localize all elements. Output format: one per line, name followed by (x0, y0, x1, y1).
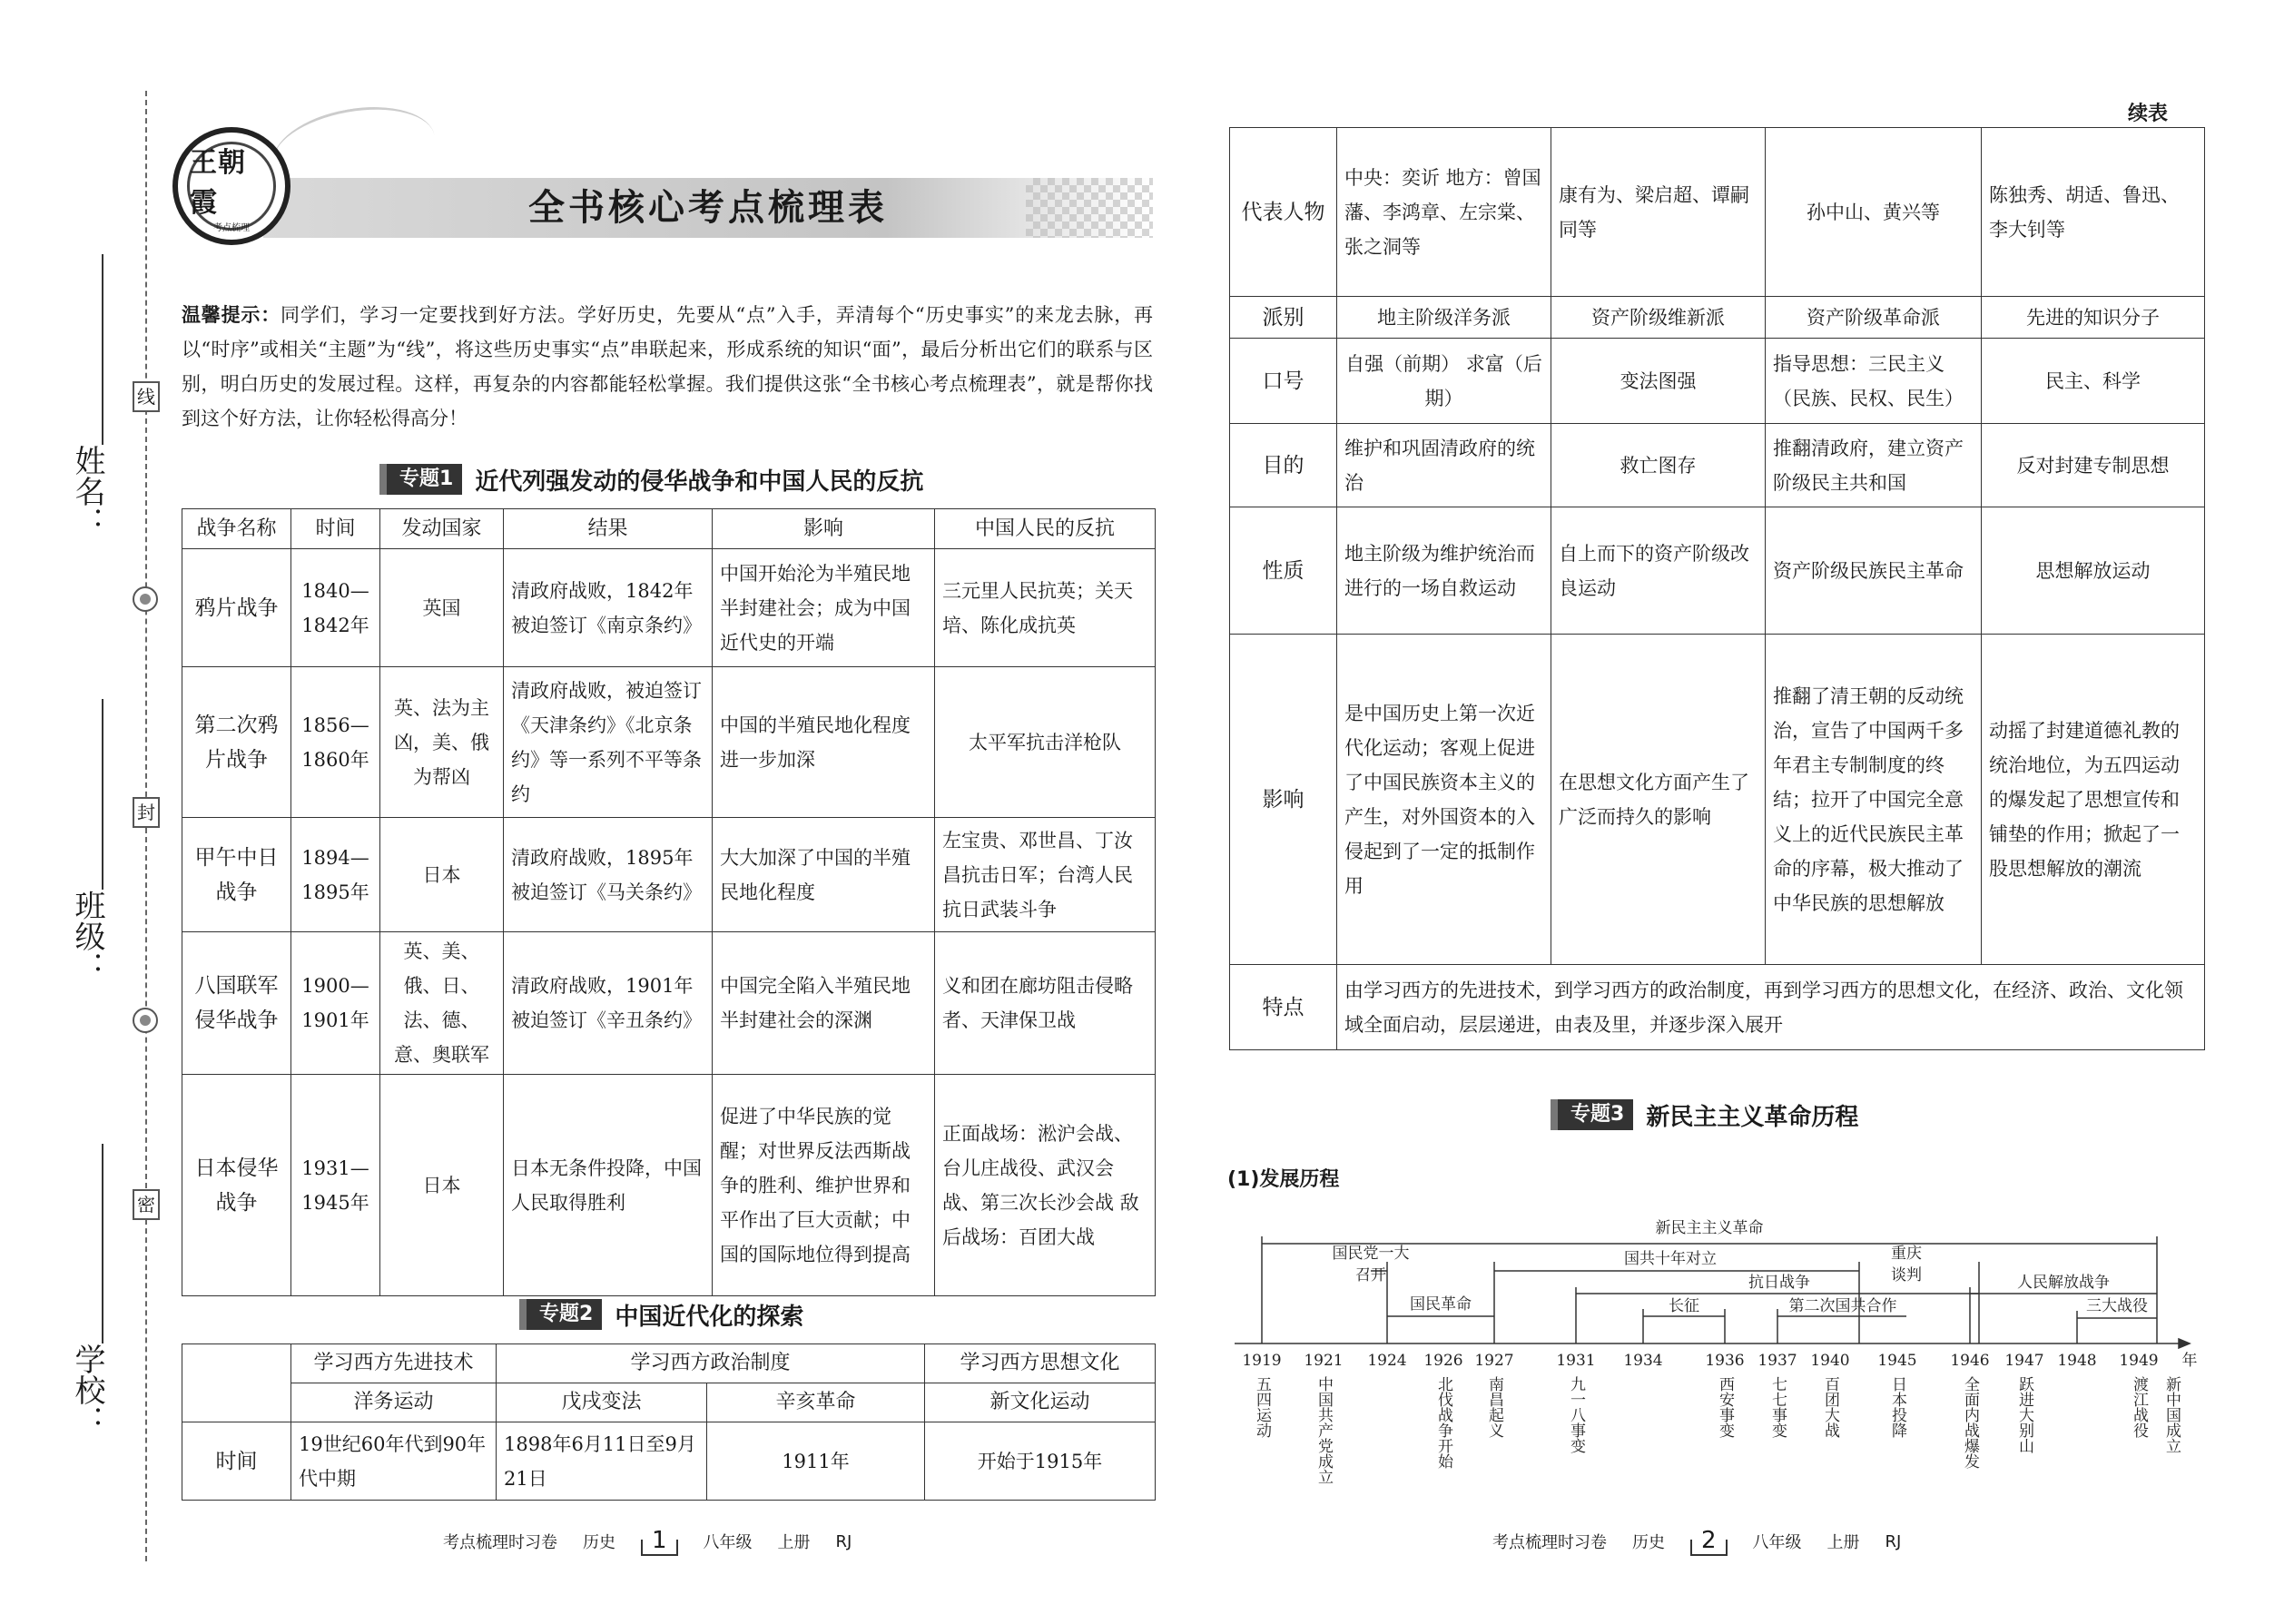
row-label: 影响 (1230, 635, 1337, 965)
cell-yangwu: 中央：奕䜣 地方：曾国藩、李鸿章、左宗棠、张之洞等 (1337, 128, 1551, 297)
footer-term: 上册 (777, 1533, 811, 1552)
war-time: 1900—1901年 (291, 932, 380, 1075)
logo-text: 王朝霞 (190, 146, 246, 219)
logo-subtext: 考点梳理 (213, 222, 250, 233)
table-row (182, 1422, 1156, 1501)
war-impact: 中国完全陷入半殖民地半封建社会的深渊 (713, 932, 935, 1075)
war-result: 清政府战败，1901年被迫签订《辛丑条约》 (504, 932, 713, 1075)
war-result: 日本无条件投降，中国人民取得胜利 (504, 1075, 713, 1296)
section-subheading: (1)发展历程 (1227, 1168, 1340, 1191)
cell-xinwenhua: 开始于1915年 (925, 1422, 1156, 1501)
table-row (1230, 507, 2205, 635)
cell-yangwu: 是中国历史上第一次近代化运动；客观上促进了中国民族资本主义的产生，对外国资本的入侵起到了一定的抵制作用 (1337, 635, 1551, 965)
war-name: 第二次鸦片战争 (182, 667, 291, 818)
footer-title: 考点梳理时习卷 (443, 1533, 557, 1552)
war-country: 英、法为主凶，美、俄为帮凶 (380, 667, 504, 818)
war-result: 清政府战败，1895年被迫签订《马关条约》 (504, 818, 713, 932)
page-number: 1 (641, 1527, 678, 1556)
tip-label: 温馨提示： (182, 304, 281, 326)
war-impact: 大大加深了中国的半殖民地化程度 (713, 818, 935, 932)
table-row (1230, 297, 2205, 339)
event-label: 新中国成立 (2162, 1376, 2181, 1453)
war-resistance: 左宝贵、邓世昌、丁汝昌抗击日军；台湾人民抗日武装斗争 (935, 818, 1156, 932)
year-label: 1931 (1556, 1352, 1596, 1370)
table-row (1230, 339, 2205, 424)
tip-text: 同学们，学习一定要找到好方法。学好历史，先要从“点”入手，弄清每个“历史事实”的来龙去脉，再以“时序”或相关“主题”为“线”，将这些历史事实“点”串联起来，形成系统的知识“面”，最后分析出它们的联系与区别，明白历史的发展过程。这样，再复杂的内容都能轻松掌握。我们提供这张“全书核心考点梳理表”，就是帮你找到这个好方法，让你轻松得高分！ (182, 304, 1153, 429)
cell-xinwenhua: 动摇了封建道德礼教的统治地位，为五四运动的爆发起了思想宣传和铺垫的作用；掀起了一股思想解放的潮流 (1982, 635, 2205, 965)
year-label: 1919 (1242, 1352, 1282, 1370)
war-time: 1840—1842年 (291, 549, 380, 667)
year-label: 1947 (2004, 1352, 2044, 1370)
year-label: 1949 (2119, 1352, 2159, 1370)
war-name: 八国联军侵华战争 (182, 932, 291, 1075)
war-resistance: 正面战场：淞沪会战、台儿庄战役、武汉会战、第三次长沙会战 敌后战场：百团大战 (935, 1075, 1156, 1296)
cell-xinwenhua: 民主、科学 (1982, 339, 2205, 424)
timeline-diagram (1235, 1207, 2215, 1507)
span-label-long-march: 长征 (1669, 1297, 1699, 1315)
topic2-table-part1 (182, 1343, 1156, 1501)
footer-subject: 历史 (583, 1533, 615, 1552)
year-label: 1936 (1705, 1352, 1745, 1370)
war-country: 日本 (380, 818, 504, 932)
seal-char-dense: 密 (133, 1189, 160, 1220)
event-label: 西安事变 (1716, 1376, 1734, 1438)
event-label: 七七事变 (1768, 1376, 1787, 1438)
col-header: 发动国家 (380, 509, 504, 549)
school-label: 学校： (69, 1343, 105, 1436)
cell-xinhai: 推翻了清王朝的反动统治，宣告了中国两千多年君主专制制度的终结；拉开了中国完全意义上的近代民族民主革命的序幕，极大推动了中华民族的思想解放 (1766, 635, 1982, 965)
year-label: 1934 (1623, 1352, 1663, 1370)
seal-char-line: 线 (133, 381, 160, 412)
year-unit: 年 (2181, 1352, 2198, 1370)
year-label: 1921 (1304, 1352, 1344, 1370)
table-row (182, 549, 1156, 667)
footer-edition: RJ (1885, 1531, 1902, 1551)
cell-yangwu: 维护和巩固清政府的统治 (1337, 424, 1551, 507)
row-label: 口号 (1230, 339, 1337, 424)
footer-term: 上册 (1826, 1533, 1860, 1552)
cell-xinhai: 孙中山、黄兴等 (1766, 128, 1982, 297)
topic2-table-part2 (1229, 127, 2205, 1050)
year-label: 1937 (1757, 1352, 1797, 1370)
war-result: 清政府战败，被迫签订《天津条约》《北京条约》等一系列不平等条约 (504, 667, 713, 818)
seal-char-seal: 封 (133, 797, 160, 828)
year-label: 1924 (1367, 1352, 1407, 1370)
group-header: 学习西方先进技术 (291, 1344, 497, 1383)
cell-yangwu: 地主阶级洋务派 (1337, 297, 1551, 339)
cell-xinwenhua: 陈独秀、胡适、鲁迅、李大钊等 (1982, 128, 2205, 297)
movement-header: 辛亥革命 (707, 1383, 925, 1422)
war-resistance: 三元里人民抗英；关天培、陈化成抗英 (935, 549, 1156, 667)
cell-yangwu: 19世纪60年代到90年代中期 (291, 1422, 497, 1501)
row-label: 时间 (182, 1422, 291, 1501)
movement-header: 新文化运动 (925, 1383, 1156, 1422)
class-label: 班级： (69, 890, 105, 982)
cell-yangwu: 自强（前期） 求富（后期） (1337, 339, 1551, 424)
cell-xinhai: 资产阶级民族民主革命 (1766, 507, 1982, 635)
page-number: 2 (1690, 1527, 1728, 1556)
col-header: 时间 (291, 509, 380, 549)
war-time: 1856—1860年 (291, 667, 380, 818)
footer-left (443, 1527, 852, 1556)
year-label: 1945 (1877, 1352, 1917, 1370)
year-label: 1927 (1474, 1352, 1514, 1370)
event-label: 全面内战爆发 (1961, 1376, 1979, 1469)
event-label: 日本投降 (1888, 1376, 1906, 1438)
span-label-kmt-congress: 国民党一大 (1332, 1245, 1410, 1263)
name-field[interactable] (102, 254, 103, 445)
event-label: 南昌起义 (1485, 1376, 1503, 1438)
cell-xinwenhua: 思想解放运动 (1982, 507, 2205, 635)
cell-wuxu: 救亡图存 (1551, 424, 1766, 507)
cell-xinhai: 1911年 (707, 1422, 925, 1501)
row-label: 目的 (1230, 424, 1337, 507)
war-resistance: 义和团在廊坊阻击侵略者、天津保卫战 (935, 932, 1156, 1075)
table-row (1230, 965, 2205, 1050)
war-time: 1894—1895年 (291, 818, 380, 932)
table-row (1230, 635, 2205, 965)
brand-logo (172, 127, 290, 245)
table-row (182, 818, 1156, 932)
cell-yangwu: 地主阶级为维护统治而进行的一场自救运动 (1337, 507, 1551, 635)
war-impact: 中国开始沦为半殖民地半封建社会；成为中国近代史的开端 (713, 549, 935, 667)
cell-wuxu: 康有为、梁启超、谭嗣同等 (1551, 128, 1766, 297)
col-header: 中国人民的反抗 (935, 509, 1156, 549)
span-label-national-revolution: 国民革命 (1410, 1295, 1472, 1314)
cell-xinhai: 指导思想：三民主义（民族、民权、民生） (1766, 339, 1982, 424)
page-title: 全书核心考点梳理表 (528, 187, 888, 229)
movement-header: 洋务运动 (291, 1383, 497, 1422)
topic3-title: 新民主主义革命历程 (1646, 1103, 1859, 1131)
span-label-kmt-congress-2: 召开 (1355, 1266, 1386, 1284)
row-label: 性质 (1230, 507, 1337, 635)
binding-hole (133, 586, 158, 612)
topic2-tag: 专题2 (527, 1299, 602, 1330)
topic3-tag: 专题3 (1558, 1099, 1633, 1130)
cell-xinhai: 资产阶级革命派 (1766, 297, 1982, 339)
footer-grade: 八年级 (1752, 1533, 1802, 1552)
span-label-ten-years: 国共十年对立 (1624, 1250, 1717, 1268)
cell-wuxu: 在思想文化方面产生了广泛而持久的影响 (1551, 635, 1766, 965)
cell-xinwenhua: 先进的知识分子 (1982, 297, 2205, 339)
row-label: 派别 (1230, 297, 1337, 339)
tip-paragraph (182, 298, 1153, 436)
table-row (182, 932, 1156, 1075)
topic1-tag: 专题1 (387, 464, 462, 495)
span-label-chongqing: 重庆 (1891, 1245, 1922, 1263)
class-field[interactable] (102, 699, 103, 890)
war-name: 甲午中日战争 (182, 818, 291, 932)
name-label: 姓名： (69, 445, 105, 537)
footer-subject: 历史 (1632, 1533, 1665, 1552)
war-resistance: 太平军抗击洋枪队 (935, 667, 1156, 818)
year-label: 1926 (1423, 1352, 1463, 1370)
span-label-second-cooperation: 第二次国共合作 (1788, 1297, 1897, 1315)
war-country: 英、美、俄、日、法、德、意、奥联军 (380, 932, 504, 1075)
group-header: 学习西方思想文化 (925, 1344, 1156, 1383)
year-label: 1940 (1810, 1352, 1850, 1370)
cell-xinhai: 推翻清政府，建立资产阶级民主共和国 (1766, 424, 1982, 507)
movement-header: 戊戌变法 (497, 1383, 707, 1422)
war-country: 日本 (380, 1075, 504, 1296)
col-header: 影响 (713, 509, 935, 549)
war-result: 清政府战败，1842年被迫签订《南京条约》 (504, 549, 713, 667)
topic2-title: 中国近代化的探索 (615, 1303, 804, 1331)
footer-right (1492, 1527, 1901, 1556)
span-label-three-campaigns: 三大战役 (2086, 1297, 2148, 1315)
cell-wuxu: 自上而下的资产阶级改良运动 (1551, 507, 1766, 635)
event-label: 北伐战争开始 (1434, 1376, 1452, 1469)
row-label: 特点 (1230, 965, 1337, 1050)
topic2-heading (527, 1296, 803, 1333)
span-label-new-democratic: 新民主主义革命 (1655, 1219, 1764, 1237)
topic1-title: 近代列强发动的侵华战争和中国人民的反抗 (475, 468, 924, 496)
cell-wuxu: 资产阶级维新派 (1551, 297, 1766, 339)
war-country: 英国 (380, 549, 504, 667)
cell-wuxu: 变法图强 (1551, 339, 1766, 424)
col-header: 结果 (504, 509, 713, 549)
footer-grade: 八年级 (703, 1533, 753, 1552)
corner-cell (182, 1344, 291, 1422)
table-row (1230, 424, 2205, 507)
span-label-chongqing-2: 谈判 (1891, 1266, 1922, 1284)
span-label-liberation-war: 人民解放战争 (2017, 1274, 2110, 1292)
event-label: 五四运动 (1253, 1376, 1271, 1438)
table-row (182, 667, 1156, 818)
group-header: 学习西方政治制度 (497, 1344, 925, 1383)
year-label: 1948 (2057, 1352, 2097, 1370)
topic3-heading (1558, 1097, 1858, 1133)
table-row (182, 1075, 1156, 1296)
war-time: 1931—1945年 (291, 1075, 380, 1296)
war-name: 日本侵华战争 (182, 1075, 291, 1296)
footer-edition: RJ (835, 1531, 852, 1551)
arrow-icon (2179, 1339, 2190, 1348)
cell-xinwenhua: 反对封建专制思想 (1982, 424, 2205, 507)
event-label: 中国共产党成立 (1314, 1376, 1333, 1484)
event-label: 百团大战 (1821, 1376, 1839, 1438)
footer-title: 考点梳理时习卷 (1492, 1533, 1607, 1552)
year-label: 1946 (1950, 1352, 1990, 1370)
war-impact: 中国的半殖民地化程度进一步加深 (713, 667, 935, 818)
cell-feature: 由学习西方的先进技术，到学习西方的政治制度，再到学习西方的思想文化，在经济、政治、文化领域全面启动，层层递进，由表及里，并逐步深入展开 (1337, 965, 2205, 1050)
table-row (1230, 128, 2205, 297)
topic1-heading (387, 461, 923, 497)
event-label: 渡江战役 (2130, 1376, 2148, 1438)
binding-hole (133, 1008, 158, 1033)
topic1-table (182, 508, 1156, 1296)
col-header: 战争名称 (182, 509, 291, 549)
cell-wuxu: 1898年6月11日至9月21日 (497, 1422, 707, 1501)
school-field[interactable] (102, 1144, 103, 1343)
war-impact: 促进了中华民族的觉醒；对世界反法西斯战争的胜利、维护世界和平作出了巨大贡献；中国的国际地位得到提高 (713, 1075, 935, 1296)
span-label-anti-japanese: 抗日战争 (1748, 1274, 1810, 1292)
continued-label: 续表 (2128, 103, 2169, 125)
event-label: 跃进大别山 (2015, 1376, 2033, 1453)
event-label: 九一八事变 (1567, 1376, 1585, 1453)
row-label: 代表人物 (1230, 128, 1337, 297)
war-name: 鸦片战争 (182, 549, 291, 667)
